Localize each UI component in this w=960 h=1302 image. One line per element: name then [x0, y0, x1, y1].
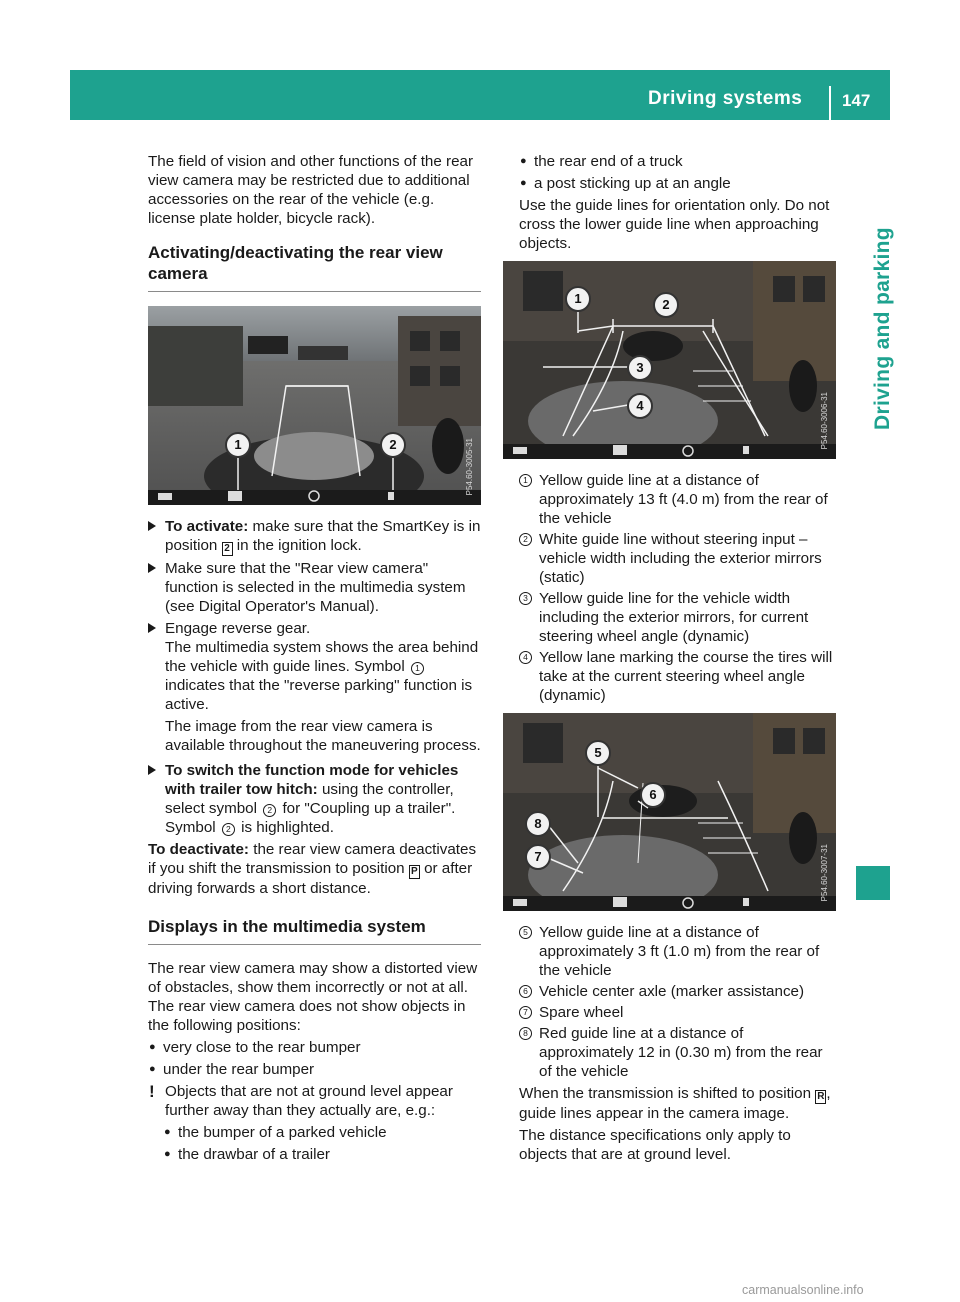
legend-number-icon: 2 [519, 533, 532, 546]
symbol-2-icon: 2 [222, 823, 235, 836]
list-item: ● the rear end of a truck [520, 153, 683, 170]
callout-5: 5 [585, 740, 611, 766]
legend-item: 3 Yellow guide line for the vehicle width including the exterior mirrors, for current steering wheel angle (dynamic) [519, 589, 835, 646]
symbol-1-icon: 1 [411, 662, 424, 675]
bullet-icon: ● [520, 177, 527, 189]
legend-item: 8 Red guide line at a distance of approximately 12 in (0.30 m) from the rear of the vehicle [519, 1024, 835, 1081]
displays-paragraph: The rear view camera may show a distorted view of obstacles, show them incorrectly or not at all. The rear view camera does not show objects in the following positions: [148, 960, 478, 1034]
rear-camera-image-3 [503, 713, 836, 911]
list-item: ● the drawbar of a trailer [164, 1146, 330, 1163]
list-item: ● the bumper of a parked vehicle [164, 1124, 387, 1141]
image-credit: P54.60-3006-31 [820, 391, 829, 449]
callout-1: 1 [565, 286, 591, 312]
callout-1: 1 [225, 432, 251, 458]
callout-2: 2 [653, 292, 679, 318]
legend-number-icon: 5 [519, 926, 532, 939]
legend-number-icon: 3 [519, 592, 532, 605]
step-arrow-icon [148, 765, 156, 775]
step-arrow-icon [148, 563, 156, 573]
callout-8: 8 [525, 811, 551, 837]
callout-4: 4 [627, 393, 653, 419]
legend-number-icon: 8 [519, 1027, 532, 1040]
bullet-icon: ● [164, 1148, 171, 1160]
bullet-icon: ● [520, 155, 527, 167]
legend-number-icon: 6 [519, 985, 532, 998]
legend-item: 6 Vehicle center axle (marker assistance) [519, 982, 835, 1001]
rear-camera-image-1 [148, 306, 481, 505]
heading-displays: Displays in the multimedia system [148, 916, 481, 945]
step-arrow-icon [148, 521, 156, 531]
section-title: Driving systems [648, 88, 803, 109]
callout-3: 3 [627, 355, 653, 381]
left-column [148, 152, 481, 1167]
legend-item: 5 Yellow guide line at a distance of approximately 3 ft (1.0 m) from the rear of the vehicle [519, 923, 835, 980]
ignition-key-position: 2 [222, 542, 233, 556]
legend-item: 1 Yellow guide line at a distance of approximately 13 ft (4.0 m) from the rear of the vehicle [519, 471, 835, 528]
guide-lines-appear-paragraph: When the transmission is shifted to position R , guide lines appear in the camera image. [519, 1085, 831, 1122]
list-item: ● a post sticking up at an angle [520, 175, 731, 192]
transmission-position-r: R [817, 1091, 825, 1102]
legend-item: 2 White guide line without steering input – vehicle width including the exterior mirrors (static) [519, 530, 835, 587]
intro-paragraph: The field of vision and other functions of the rear view camera may be restricted due to additional accessories on the rear of the vehicle (e.g. license plate holder, bicycle rack). [148, 153, 474, 227]
bullet-icon: ● [149, 1063, 156, 1075]
legend-number-icon: 4 [519, 651, 532, 664]
bullet-icon: ● [164, 1126, 171, 1138]
legend-number-icon: 7 [519, 1006, 532, 1019]
header-divider [829, 86, 831, 120]
footer-watermark: carmanualsonline.info [742, 1283, 864, 1297]
legend-number-icon: 1 [519, 474, 532, 487]
distance-spec-paragraph: The distance specifications only apply to objects that are at ground level. [519, 1127, 791, 1163]
legend-item: 7 Spare wheel [519, 1003, 835, 1022]
legend-item: 4 Yellow lane marking the course the tires will take at the current steering wheel angle (dynamic) [519, 648, 835, 705]
callout-7: 7 [525, 844, 551, 870]
callout-2: 2 [380, 432, 406, 458]
page-number: 147 [842, 91, 871, 110]
guide-lines-illustration [503, 261, 836, 459]
chapter-tab: Driving and parking [871, 227, 894, 430]
deactivate-paragraph: To deactivate: the rear view camera deactivates if you shift the transmission to position P or after driving forwards a short distance. [148, 841, 477, 897]
symbol-2-icon: 2 [263, 804, 276, 817]
heading-activating: Activating/deactivating the rear view camera [148, 242, 481, 292]
rear-camera-image-2 [503, 261, 836, 459]
camera-view-illustration [148, 306, 481, 505]
callout-6: 6 [640, 782, 666, 808]
image-credit: P54.60-3005-31 [465, 437, 474, 495]
list-item: ● under the rear bumper [149, 1061, 315, 1078]
guide-lines-paragraph: Use the guide lines for orientation only. Do not cross the lower guide line when approaching objects. [519, 197, 830, 252]
right-column [519, 152, 835, 1167]
transmission-position-p: P [409, 865, 420, 879]
list-item: ● very close to the rear bumper [149, 1039, 361, 1056]
image-credit: P54.60-3007-31 [820, 843, 829, 901]
marker-assistance-illustration [503, 713, 836, 911]
exclamation-icon: ! [149, 1082, 155, 1101]
bullet-icon: ● [149, 1041, 156, 1053]
step-trailer-mode: To switch the function mode for vehicles with trailer tow hitch: using the controller, select symbol 2 for "Coupling up a trailer". Symbol 2 is highlighted. [148, 761, 481, 837]
chapter-marker [856, 866, 890, 900]
step-engage-reverse: Engage reverse gear. The multimedia system shows the area behind the vehicle with guide lines. Symbol 1 indicates that the "reverse parking" function is active. The image from the rear view camera is available throughout the maneuvering process. [148, 619, 481, 755]
warning-note: ! Objects that are not at ground level appear further away than they actually are, e.g.: [149, 1082, 453, 1119]
step-activate: To activate: make sure that the SmartKey is in position 2 in the ignition lock. [148, 517, 481, 556]
step-select-function: Make sure that the "Rear view camera" function is selected in the multimedia system (see Digital Operator's Manual). [148, 559, 481, 616]
step-arrow-icon [148, 623, 156, 633]
